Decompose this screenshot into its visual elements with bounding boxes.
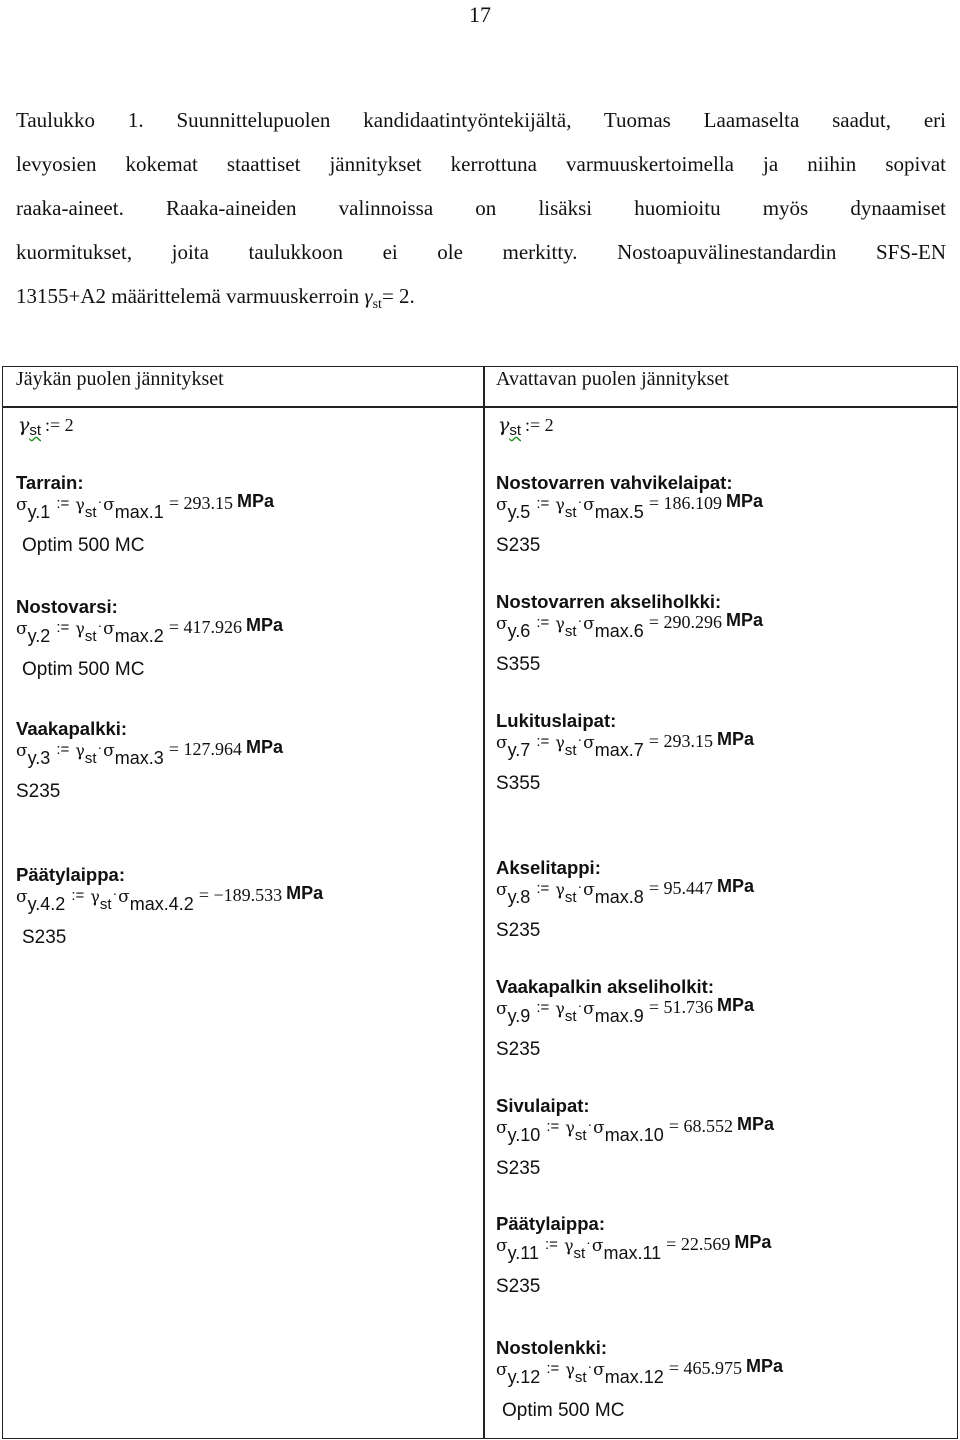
- entry-title: Vaakapalkki:: [16, 718, 128, 739]
- right-column-header: Avattavan puolen jännitykset: [496, 368, 729, 390]
- stress-entry: [16, 592, 456, 684]
- stress-entry: [496, 1091, 936, 1183]
- stress-entry: [16, 468, 456, 560]
- caption-text-end: = 2.: [381, 284, 415, 308]
- sigma-symbol: σ: [583, 880, 595, 900]
- stress-unit: MPa: [725, 491, 763, 511]
- entry-title: Sivulaipat:: [496, 1095, 590, 1116]
- stress-unit: MPa: [236, 491, 274, 511]
- sigma-max-subscript: max.4.2: [129, 894, 194, 914]
- material-label: S235: [16, 781, 61, 802]
- material-label: S235: [496, 535, 541, 556]
- sigma-max-subscript: max.5: [594, 502, 644, 522]
- entry-title: Nostovarsi:: [16, 596, 118, 617]
- gamma-symbol: γ: [555, 614, 565, 633]
- caption-line: levyosien kokemat staattiset jännitykset kerrottuna varmuuskertoimella ja niihin sopivat: [16, 152, 946, 176]
- stress-entry: [496, 706, 936, 798]
- sigma-subscript: y.11: [507, 1243, 539, 1263]
- stress-entry: [496, 587, 936, 679]
- sigma-subscript: y.5: [507, 502, 531, 522]
- sigma-max-subscript: max.12: [604, 1367, 664, 1387]
- stress-formula: [496, 1114, 936, 1155]
- sigma-subscript: y.3: [27, 748, 51, 768]
- material-label: Optim 500 MC: [22, 535, 145, 556]
- gamma-subscript: st: [84, 504, 97, 521]
- sigma-max-subscript: max.7: [594, 740, 644, 760]
- material-label: S235: [496, 1276, 541, 1297]
- assign-operator: :=: [536, 880, 550, 897]
- multiply-dot: ·: [112, 885, 118, 901]
- stress-entry: [496, 972, 936, 1064]
- gamma-subscript: st: [99, 896, 112, 913]
- material-label: Optim 500 MC: [22, 659, 145, 680]
- gamma-definition-left: [18, 414, 74, 437]
- sigma-symbol: σ: [496, 999, 508, 1019]
- sigma-subscript: y.1: [27, 502, 51, 522]
- caption-text: 13155+A2 määrittelemä varmuuskerroin: [16, 284, 365, 308]
- gamma-subscript: st: [564, 742, 577, 759]
- gamma-symbol: γ: [75, 619, 85, 638]
- stress-unit: MPa: [734, 1232, 772, 1252]
- sigma-symbol: σ: [583, 733, 595, 753]
- assign-operator: :=: [56, 619, 70, 636]
- sigma-symbol: σ: [118, 887, 130, 907]
- gamma-subscript: st: [574, 1127, 587, 1144]
- stress-formula: [496, 1232, 936, 1273]
- stress-unit: MPa: [736, 1114, 774, 1134]
- sigma-symbol: σ: [591, 1236, 604, 1256]
- gamma-subscript: st: [29, 422, 42, 439]
- stress-formula: [496, 491, 936, 532]
- stress-formula: [16, 615, 456, 656]
- stress-unit: MPa: [716, 729, 754, 749]
- gamma-symbol: γ: [555, 880, 565, 899]
- caption-line: kuormitukset, joita taulukkoon ei ole merkitty. Nostoapuvälinestandardin SFS-EN: [16, 240, 946, 264]
- gamma-subscript: st: [573, 1245, 586, 1262]
- assign-operator: :=: [536, 999, 550, 1016]
- sigma-max-subscript: max.10: [604, 1125, 664, 1145]
- stress-entry: [16, 714, 456, 806]
- sigma-symbol: σ: [496, 733, 508, 753]
- stress-value: = 293.15: [168, 493, 233, 513]
- multiply-dot: ·: [577, 997, 583, 1013]
- stress-entry: [496, 853, 936, 945]
- entry-title: Tarrain:: [16, 472, 84, 493]
- stress-value: = −189.533: [198, 885, 283, 905]
- gamma-subscript: st: [564, 889, 577, 906]
- sigma-subscript: y.7: [507, 740, 531, 760]
- multiply-dot: ·: [577, 612, 583, 628]
- stress-value: = 293.15: [648, 731, 713, 751]
- gamma-symbol: γ: [75, 741, 85, 760]
- gamma-symbol: γ: [75, 495, 85, 514]
- gamma-symbol: γ: [555, 999, 565, 1018]
- stress-unit: MPa: [745, 1356, 783, 1376]
- gamma-subscript: st: [84, 750, 97, 767]
- gamma-symbol: γ: [498, 414, 510, 436]
- assign-operator: :=: [56, 495, 70, 512]
- material-label: S235: [496, 1158, 541, 1179]
- multiply-dot: ·: [577, 493, 583, 509]
- assign-operator: :=: [544, 1236, 558, 1253]
- sigma-subscript: y.6: [507, 621, 531, 641]
- gamma-symbol: γ: [364, 284, 373, 308]
- page-number: 17: [469, 2, 491, 27]
- stress-formula: [496, 876, 936, 917]
- sigma-symbol: σ: [496, 1236, 508, 1256]
- stress-formula: [496, 1356, 936, 1397]
- sigma-symbol: σ: [496, 495, 508, 515]
- stress-value: = 95.447: [648, 878, 713, 898]
- multiply-dot: ·: [587, 1116, 593, 1132]
- entry-title: Nostovarren akseliholkki:: [496, 591, 722, 612]
- gamma-subscript: st: [564, 623, 577, 640]
- material-label: S235: [22, 927, 67, 948]
- stress-unit: MPa: [286, 883, 324, 903]
- sigma-subscript: y.2: [27, 626, 51, 646]
- multiply-dot: ·: [586, 1234, 591, 1250]
- multiply-dot: ·: [97, 617, 103, 633]
- assign-operator: :=: [536, 733, 550, 750]
- sigma-symbol: σ: [496, 1360, 508, 1380]
- gamma-symbol: γ: [563, 1236, 574, 1255]
- entry-title: Nostolenkki:: [496, 1337, 608, 1358]
- gamma-subscript: st: [372, 297, 382, 313]
- sigma-subscript: y.4.2: [27, 894, 66, 914]
- assign-operator: :=: [536, 614, 550, 631]
- stress-entry: [16, 860, 456, 952]
- multiply-dot: ·: [577, 878, 583, 894]
- gamma-subscript: st: [84, 628, 97, 645]
- stress-formula: [16, 883, 456, 924]
- sigma-symbol: σ: [496, 880, 508, 900]
- gamma-subscript: st: [564, 504, 577, 521]
- sigma-symbol: σ: [593, 1360, 605, 1380]
- gamma-symbol: γ: [18, 414, 30, 436]
- stress-entry: [496, 1209, 936, 1301]
- stress-value: = 127.964: [168, 739, 242, 759]
- material-label: S355: [496, 773, 541, 794]
- caption-line: raaka-aineet. Raaka-aineiden valinnoissa on lisäksi huomioitu myös dynaamiset: [16, 196, 946, 220]
- stress-formula: [496, 729, 936, 770]
- sigma-max-subscript: max.9: [594, 1006, 644, 1026]
- column-divider: [483, 366, 485, 1439]
- caption-line: Taulukko 1. Suunnittelupuolen kandidaatintyöntekijältä, Tuomas Laamaselta saadut, eri: [16, 108, 946, 132]
- assign-operator: :=: [546, 1118, 560, 1135]
- sigma-symbol: σ: [16, 741, 28, 761]
- gamma-symbol: γ: [90, 887, 100, 906]
- material-label: S235: [496, 1039, 541, 1060]
- gamma-subscript: st: [574, 1369, 587, 1386]
- stress-value: = 22.569: [666, 1234, 731, 1254]
- stress-unit: MPa: [245, 737, 283, 757]
- material-label: Optim 500 MC: [502, 1400, 625, 1421]
- stress-formula: [496, 610, 936, 651]
- sigma-max-subscript: max.6: [594, 621, 644, 641]
- material-label: S355: [496, 654, 541, 675]
- sigma-symbol: σ: [496, 1118, 508, 1138]
- gamma-symbol: γ: [565, 1360, 575, 1379]
- entry-title: Nostovarren vahvikelaipat:: [496, 472, 733, 493]
- entry-title: Vaakapalkin akseliholkit:: [496, 976, 714, 997]
- sigma-subscript: y.9: [507, 1006, 531, 1026]
- stress-value: = 417.926: [168, 617, 242, 637]
- gamma-assign: := 2: [525, 415, 554, 435]
- sigma-max-subscript: max.1: [114, 502, 164, 522]
- gamma-subscript: st: [509, 422, 522, 439]
- stress-formula: [16, 737, 456, 778]
- stress-value: = 290.296: [648, 612, 722, 632]
- stress-unit: MPa: [245, 615, 283, 635]
- gamma-assign: := 2: [45, 415, 74, 435]
- sigma-symbol: σ: [583, 614, 595, 634]
- entry-title: Lukituslaipat:: [496, 710, 617, 731]
- sigma-symbol: σ: [16, 887, 28, 907]
- entry-title: Päätylaippa:: [16, 864, 125, 885]
- multiply-dot: ·: [97, 739, 103, 755]
- stress-unit: MPa: [716, 995, 754, 1015]
- caption-line-last: [16, 274, 946, 327]
- multiply-dot: ·: [587, 1358, 593, 1374]
- multiply-dot: ·: [577, 731, 583, 747]
- sigma-subscript: y.8: [507, 887, 531, 907]
- entry-title: Akselitappi:: [496, 857, 601, 878]
- material-label: S235: [496, 920, 541, 941]
- stress-formula: [496, 995, 936, 1036]
- sigma-symbol: σ: [16, 495, 28, 515]
- stress-value: = 465.975: [668, 1358, 742, 1378]
- sigma-symbol: σ: [103, 741, 115, 761]
- sigma-symbol: σ: [583, 495, 595, 515]
- sigma-subscript: y.12: [507, 1367, 541, 1387]
- assign-operator: :=: [71, 887, 85, 904]
- header-divider: [2, 406, 958, 408]
- sigma-max-subscript: max.2: [114, 626, 164, 646]
- stress-formula: [16, 491, 456, 532]
- stress-value: = 68.552: [668, 1116, 733, 1136]
- assign-operator: :=: [56, 741, 70, 758]
- assign-operator: :=: [536, 495, 550, 512]
- stress-value: = 51.736: [648, 997, 713, 1017]
- multiply-dot: ·: [97, 493, 103, 509]
- assign-operator: :=: [546, 1360, 560, 1377]
- sigma-symbol: σ: [593, 1118, 605, 1138]
- entry-title: Päätylaippa:: [496, 1213, 605, 1234]
- sigma-max-subscript: max.8: [594, 887, 644, 907]
- gamma-subscript: st: [564, 1008, 577, 1025]
- gamma-symbol: γ: [555, 733, 565, 752]
- gamma-symbol: γ: [565, 1118, 575, 1137]
- sigma-symbol: σ: [103, 619, 115, 639]
- table-caption: [16, 98, 946, 327]
- sigma-symbol: σ: [496, 614, 508, 634]
- sigma-symbol: σ: [103, 495, 115, 515]
- stress-unit: MPa: [716, 876, 754, 896]
- gamma-definition-right: [498, 414, 554, 437]
- sigma-subscript: y.10: [507, 1125, 541, 1145]
- sigma-max-subscript: max.11: [603, 1243, 662, 1263]
- stress-value: = 186.109: [648, 493, 722, 513]
- stress-entry: [496, 1333, 936, 1425]
- stress-entry: [496, 468, 936, 560]
- gamma-symbol: γ: [555, 495, 565, 514]
- sigma-symbol: σ: [583, 999, 595, 1019]
- sigma-symbol: σ: [16, 619, 28, 639]
- left-column-header: Jäykän puolen jännitykset: [16, 368, 224, 390]
- stress-unit: MPa: [725, 610, 763, 630]
- sigma-max-subscript: max.3: [114, 748, 164, 768]
